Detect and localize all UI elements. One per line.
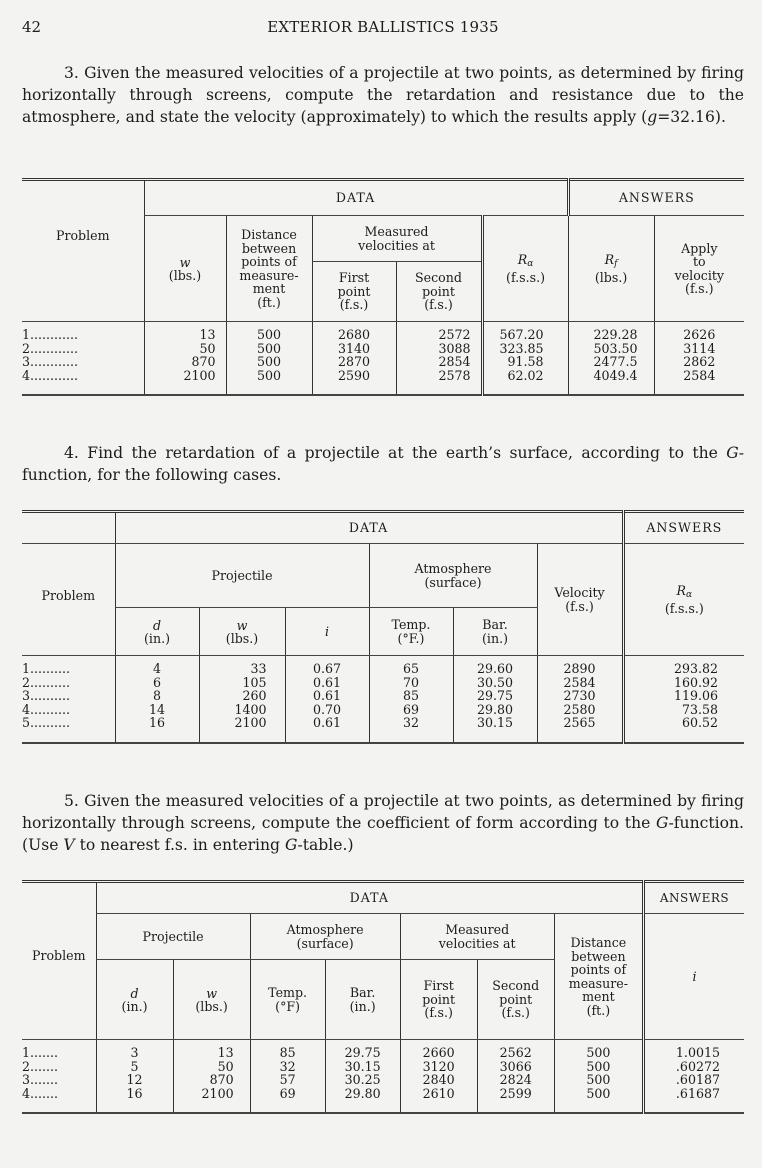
header-i: i: [644, 914, 744, 1040]
table-cell: 2660: [422, 1045, 455, 1060]
table-cell: .60272: [675, 1058, 720, 1074]
table-cell: 4: [152, 661, 161, 676]
header-line: velocity: [674, 267, 725, 283]
header-line: (f.s.): [339, 297, 369, 313]
table-cell: 500: [256, 354, 282, 369]
table-cell: 1..........: [22, 661, 71, 676]
problem-numbers: [22, 656, 115, 743]
header-line: (ft.): [586, 1002, 611, 1018]
alpha-subscript: α: [527, 259, 534, 269]
table-cell: 2580: [563, 701, 596, 717]
column-first-point: [400, 1040, 477, 1114]
problem-numbers: [22, 322, 144, 396]
table-cell: 5..........: [22, 715, 71, 730]
d-symbol: d: [130, 985, 139, 1001]
table-cell: 29.75: [476, 688, 514, 703]
table-cell: 2730: [563, 688, 596, 703]
header-d: [96, 960, 173, 1040]
table-cell: 85: [402, 688, 420, 703]
header-line: (f.s.): [424, 1005, 453, 1021]
column-bar: [453, 656, 537, 743]
table-cell: 2584: [683, 367, 716, 383]
table-cell: 32: [279, 1058, 296, 1074]
column-bar: [325, 1040, 400, 1114]
header-projectile: Projectile: [115, 544, 369, 608]
header-line: point: [422, 283, 455, 299]
table-cell: 2............: [22, 340, 79, 356]
header-atmosphere: [250, 914, 400, 960]
header-line: (°F.): [397, 630, 425, 646]
v-symbol: V: [63, 836, 75, 854]
column-distance: [226, 322, 312, 396]
table-cell: 32: [402, 715, 420, 730]
header-line: (f.s.): [565, 598, 594, 614]
header-line: velocities at: [358, 237, 435, 253]
header-line: Bar.: [482, 617, 508, 632]
header-w: [173, 960, 250, 1040]
header-line: Measured: [445, 922, 510, 937]
header-line: (surface): [296, 935, 354, 951]
table-cell: 323.85: [499, 340, 544, 356]
page-number: 42: [22, 18, 42, 36]
table-cell: 2824: [499, 1072, 532, 1087]
table-cell: 4............: [22, 367, 79, 383]
table-cell: 2477.5: [593, 354, 638, 369]
table-cell: 16: [126, 1085, 143, 1101]
table-cell: 2590: [337, 367, 371, 383]
header-line: (f.s.): [685, 281, 714, 296]
table-cell: 3114: [683, 340, 716, 356]
d-unit: (in.): [144, 630, 170, 646]
column-rf: [568, 322, 654, 396]
header-line: Temp.: [268, 985, 308, 1000]
table-cell: 4.......: [22, 1085, 59, 1101]
r-symbol: R: [604, 252, 615, 267]
table-cell: 5: [130, 1058, 139, 1074]
table-cell: 2565: [563, 715, 596, 730]
header-line: Measured: [364, 224, 429, 239]
table-cell: 2890: [563, 661, 596, 676]
header-problem: Problem: [22, 544, 115, 656]
column-distance: [554, 1040, 643, 1114]
header-line: point: [337, 283, 371, 299]
problem-4-text: [22, 442, 744, 486]
header-ra: [623, 544, 744, 656]
table-cell: 3.......: [22, 1072, 59, 1087]
table-cell: 500: [586, 1045, 611, 1060]
header-group-answers: ANSWERS: [623, 512, 744, 544]
running-head: [22, 18, 744, 42]
table-cell: 57: [279, 1072, 296, 1087]
table-cell: 50: [199, 340, 216, 356]
g-symbol: g: [647, 108, 658, 126]
w-symbol: w: [206, 985, 217, 1001]
table-cell: 1............: [22, 327, 79, 342]
table-body: [22, 656, 744, 743]
header-measured-velocities: [400, 914, 554, 960]
header-group-data: DATA: [96, 882, 644, 914]
column-temp: [369, 656, 453, 743]
table-cell: 3088: [438, 340, 471, 356]
table-cell: 73.58: [682, 701, 719, 717]
header-line: to: [692, 254, 706, 269]
header-line: measure-: [568, 975, 628, 991]
table-cell: 2562: [499, 1045, 532, 1060]
w-symbol: w: [179, 254, 191, 270]
header-blank: [22, 512, 115, 544]
header-line: (ft.): [257, 294, 281, 310]
r-symbol: R: [517, 252, 528, 267]
header-d: [115, 608, 199, 656]
table-cell: 2626: [683, 327, 716, 342]
problem-3-text: [22, 62, 744, 128]
g-symbol: G: [656, 814, 669, 832]
table-cell: 160.92: [673, 674, 719, 690]
table-cell: 2100: [183, 367, 216, 383]
header-group-data: DATA: [115, 512, 623, 544]
table-cell: 2584: [563, 674, 596, 690]
table-cell: 870: [191, 354, 216, 369]
table-cell: 29.60: [476, 661, 514, 676]
table-cell: 30.25: [344, 1072, 381, 1087]
header-bar: [453, 608, 537, 656]
header-line: Distance: [570, 935, 627, 950]
column-d: [96, 1040, 173, 1114]
header-temp: [250, 960, 325, 1040]
column-apply-velocity: [654, 322, 744, 396]
header-group-answers: ANSWERS: [644, 882, 744, 914]
header-line: ment: [582, 989, 615, 1004]
table-cell: 119.06: [673, 688, 719, 703]
table-cell: 50: [217, 1058, 234, 1074]
table-cell: 65: [402, 661, 420, 676]
table-cell: 2599: [499, 1085, 532, 1101]
ra-unit: (f.s.s.): [664, 601, 704, 616]
table-cell: 91.58: [507, 354, 544, 369]
header-first-point: [312, 262, 396, 322]
problem-5-table: [22, 880, 744, 1114]
table-cell: 2854: [438, 354, 471, 369]
header-second-point: [396, 262, 482, 322]
header-w: [144, 216, 226, 322]
problem-5-text-part: -table.): [297, 836, 354, 854]
table-cell: 0.61: [312, 715, 342, 730]
column-second-point: [396, 322, 482, 396]
table-cell: 30.15: [476, 715, 514, 730]
column-first-point: [312, 322, 396, 396]
column-i: [285, 656, 369, 743]
table-cell: 3: [130, 1045, 139, 1060]
header-line: Apply: [681, 240, 718, 256]
header-ra: [482, 216, 568, 322]
d-unit: (in.): [121, 998, 148, 1014]
header-line: measure-: [239, 267, 299, 283]
header-line: Atmosphere: [286, 922, 364, 937]
header-line: (surface): [424, 574, 482, 590]
table-cell: 293.82: [673, 661, 719, 676]
table-cell: 1.0015: [675, 1045, 720, 1060]
problem-4-text-part: -function, for the following cases.: [22, 444, 744, 484]
table-cell: 2572: [438, 327, 471, 342]
header-problem: Problem: [22, 882, 96, 1040]
running-title: EXTERIOR BALLISTICS 1935: [267, 18, 499, 36]
table-cell: 2578: [438, 367, 471, 383]
problem-4-table: [22, 510, 744, 744]
table-cell: 2862: [683, 354, 716, 369]
table-cell: 14: [148, 701, 166, 717]
w-unit: (lbs.): [195, 998, 228, 1014]
column-temp: [250, 1040, 325, 1114]
header-line: First: [423, 978, 454, 994]
alpha-subscript: α: [686, 590, 693, 600]
table-cell: 2610: [422, 1085, 455, 1101]
table-cell: 2680: [337, 327, 371, 342]
problem-5-text-part: to nearest f.s. in entering: [74, 836, 285, 854]
table-cell: 105: [242, 674, 267, 690]
table-cell: 2100: [201, 1085, 234, 1101]
header-rf: [568, 216, 654, 322]
table-cell: 16: [148, 715, 166, 730]
problem-3-text-part: =32.16).: [657, 108, 726, 126]
table-cell: 0.70: [312, 701, 342, 717]
g-symbol: G: [285, 836, 298, 854]
table-cell: 62.02: [507, 367, 544, 383]
header-atmosphere: [369, 544, 537, 608]
table-cell: 85: [279, 1045, 296, 1060]
problem-3-table: [22, 178, 744, 396]
column-i: [644, 1040, 744, 1114]
table-cell: 33: [250, 661, 267, 676]
column-w: [173, 1040, 250, 1114]
table-cell: 500: [256, 367, 282, 383]
table-cell: 500: [586, 1058, 611, 1074]
problem-numbers: [22, 1040, 96, 1114]
header-w: [199, 608, 285, 656]
column-w: [144, 322, 226, 396]
header-line: velocities at: [438, 935, 516, 951]
table-cell: 29.75: [344, 1045, 381, 1060]
table-cell: 500: [586, 1072, 611, 1087]
g-symbol: G: [726, 444, 739, 462]
table-cell: 0.61: [312, 674, 342, 690]
table-cell: 2..........: [22, 674, 71, 690]
header-projectile: Projectile: [96, 914, 250, 960]
column-ra: [482, 322, 568, 396]
table-cell: 500: [256, 340, 282, 356]
header-apply-velocity: [654, 216, 744, 322]
table-cell: 0.61: [312, 688, 342, 703]
table-cell: 0.67: [312, 661, 342, 676]
header-line: Atmosphere: [414, 561, 492, 576]
header-i: i: [285, 608, 369, 656]
table-cell: 500: [586, 1085, 611, 1101]
table-cell: .61687: [675, 1085, 720, 1101]
f-subscript: f: [614, 259, 618, 269]
problem-5-text-part: -function. (Use: [22, 814, 744, 854]
header-line: Second: [492, 978, 540, 994]
table-cell: 6: [152, 674, 161, 690]
ra-unit: (f.s.s.): [506, 270, 546, 285]
table-cell: 30.50: [476, 674, 514, 690]
header-second-point: [477, 960, 554, 1040]
table-cell: 2840: [422, 1072, 455, 1087]
column-d: [115, 656, 199, 743]
table-cell: 69: [402, 701, 420, 717]
header-line: between: [241, 240, 297, 256]
table-cell: 3..........: [22, 688, 71, 703]
problem-4-text-part: 4. Find the retardation of a projectile at the earth’s surface, according to the: [64, 444, 727, 462]
header-line: (in.): [349, 998, 376, 1014]
header-group-answers: ANSWERS: [568, 180, 744, 216]
column-velocity: [537, 656, 623, 743]
header-line: point: [422, 991, 456, 1007]
header-line: between: [571, 948, 626, 964]
header-temp: [369, 608, 453, 656]
table-cell: 4..........: [22, 701, 71, 717]
r-symbol: R: [676, 583, 687, 598]
header-first-point: [400, 960, 477, 1040]
problem-5-text-part: 5. Given the measured velocities of a projectile at two points, as determined by firing horizontally through screens, compute the coefficient of form according to the: [22, 792, 744, 832]
table-cell: .60187: [675, 1072, 720, 1087]
table-cell: 229.28: [593, 327, 638, 342]
rf-unit: (lbs.): [594, 270, 628, 285]
header-line: (f.s.): [424, 297, 453, 313]
header-line: Distance: [241, 227, 297, 242]
table-cell: 567.20: [499, 327, 544, 342]
table-body: [22, 1040, 744, 1114]
header-line: First: [338, 270, 370, 286]
table-cell: 2100: [234, 715, 267, 730]
table-body: [22, 322, 744, 396]
table-cell: 29.80: [344, 1085, 381, 1101]
header-line: ment: [252, 281, 286, 296]
table-cell: 870: [209, 1072, 234, 1087]
header-velocity: [537, 544, 623, 656]
header-distance: [226, 216, 312, 322]
header-problem: Problem: [22, 180, 144, 322]
header-line: Temp.: [391, 617, 431, 632]
table-cell: 2.......: [22, 1058, 59, 1074]
header-line: Velocity: [554, 585, 605, 600]
column-w: [199, 656, 285, 743]
problem-5-text: [22, 790, 744, 856]
header-line: points of: [241, 254, 297, 269]
table-cell: 1400: [234, 701, 267, 717]
table-cell: 4049.4: [593, 367, 638, 383]
table-cell: 503.50: [593, 340, 638, 356]
column-second-point: [477, 1040, 554, 1114]
table-cell: 13: [199, 327, 216, 342]
table-cell: 69: [279, 1085, 296, 1101]
header-line: points of: [570, 962, 627, 977]
header-distance: [554, 914, 643, 1040]
column-ra: [623, 656, 744, 743]
header-line: point: [499, 991, 533, 1007]
table-cell: 3140: [337, 340, 371, 356]
table-cell: 2870: [337, 354, 371, 369]
table-cell: 13: [217, 1045, 234, 1060]
d-symbol: d: [152, 617, 162, 633]
table-cell: 3066: [499, 1058, 532, 1074]
header-measured-velocities: [312, 216, 482, 262]
table-cell: 8: [152, 688, 161, 703]
header-line: (°F): [275, 998, 301, 1014]
table-cell: 12: [126, 1072, 143, 1087]
table-cell: 30.15: [344, 1058, 381, 1074]
header-line: (f.s.): [501, 1005, 530, 1021]
w-symbol: w: [236, 617, 248, 633]
table-cell: 3............: [22, 354, 79, 369]
problem-3-text-part: 3. Given the measured velocities of a projectile at two points, as determined by firing horizontally through screens, compute the retardation and resistance due to the atmosphere, and state the velocity (approximately) to which the results apply (: [22, 64, 744, 126]
header-line: (in.): [482, 630, 508, 646]
table-cell: 1.......: [22, 1045, 59, 1060]
w-unit: (lbs.): [168, 267, 202, 283]
header-bar: [325, 960, 400, 1040]
table-cell: 500: [256, 327, 282, 342]
table-cell: 29.80: [476, 701, 514, 717]
header-line: Bar.: [349, 985, 376, 1000]
table-cell: 70: [402, 674, 420, 690]
table-cell: 260: [242, 688, 267, 703]
table-cell: 60.52: [682, 715, 719, 730]
w-unit: (lbs.): [225, 630, 259, 646]
header-line: Second: [415, 270, 462, 286]
header-group-data: DATA: [144, 180, 568, 216]
table-cell: 3120: [422, 1058, 455, 1074]
